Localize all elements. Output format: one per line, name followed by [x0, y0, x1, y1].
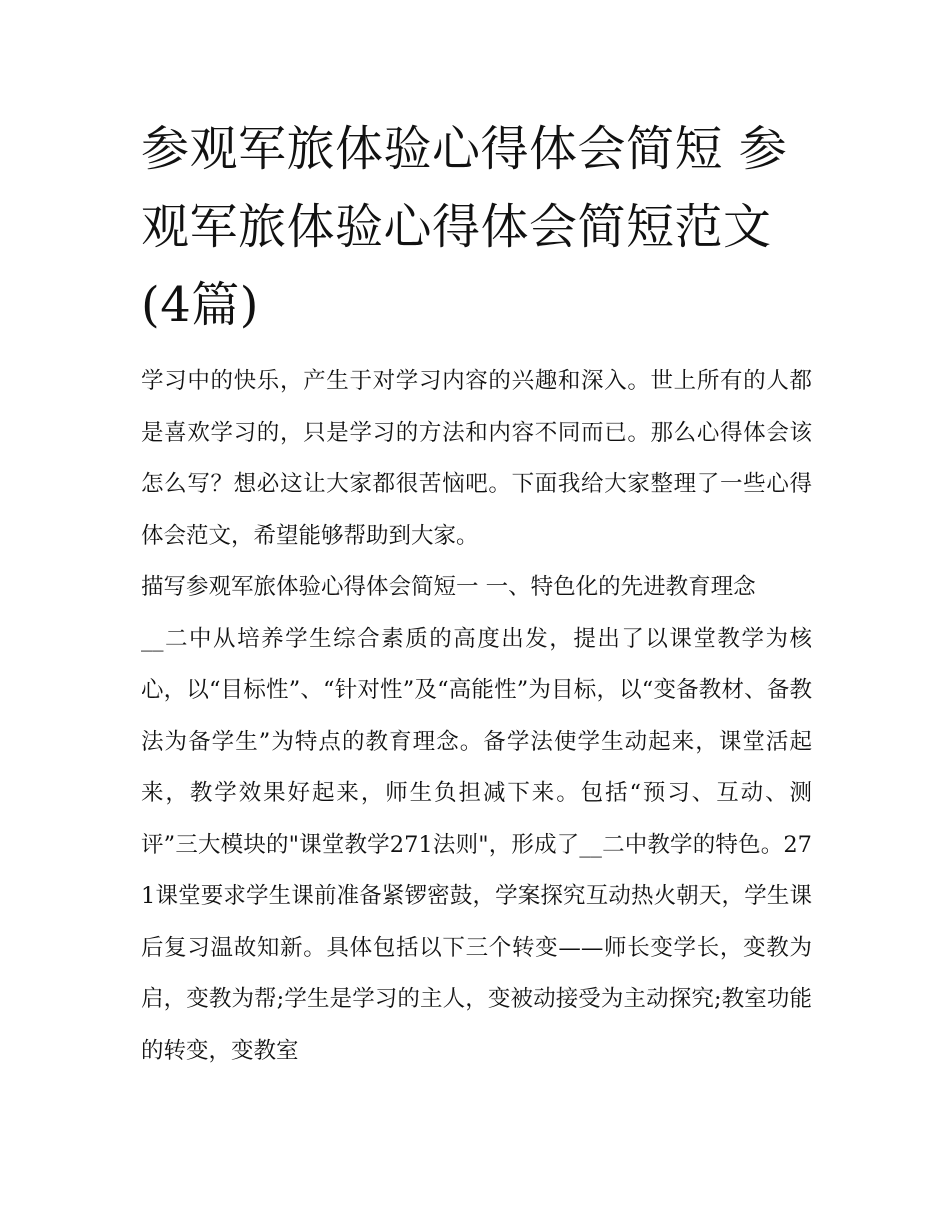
intro-paragraph: 学习中的快乐，产生于对学习内容的兴趣和深入。世上所有的人都是喜欢学习的，只是学习的方法和内容不同而已。那么心得体会该怎么写？想必这让大家都很苦恼吧。下面我给大家整理了一些心得体会范文，希望能够帮助到大家。: [141, 368, 812, 549]
document-body: [141, 356, 812, 1077]
body-paragraph: __二中从培养学生综合素质的高度出发，提出了以课堂教学为核心，以“目标性”、“针对性”及“高能性”为目标，以“变备教材、备教法为备学生”为特点的教育理念。备学法使学生动起来，课堂活起来，教学效果好起来，师生负担减下来。包括“预习、互动、测评”三大模块的"课堂教学271法则"，形成了__二中教学的特色。271课堂要求学生课前准备紧锣密鼓，学案探究互动热火朝天，学生课后复习温故知新。具体包括以下三个转变——师长变学长，变教为启，变教为帮;学生是学习的主人，变被动接受为主动探究;教室功能的转变，变教室: [141, 625, 812, 1064]
section-heading-paragraph: 描写参观军旅体验心得体会简短一 一、特色化的先进教育理念: [141, 574, 756, 600]
document-title: 参观军旅体验心得体会简短 参观军旅体验心得体会简短范文(4篇): [141, 121, 788, 333]
